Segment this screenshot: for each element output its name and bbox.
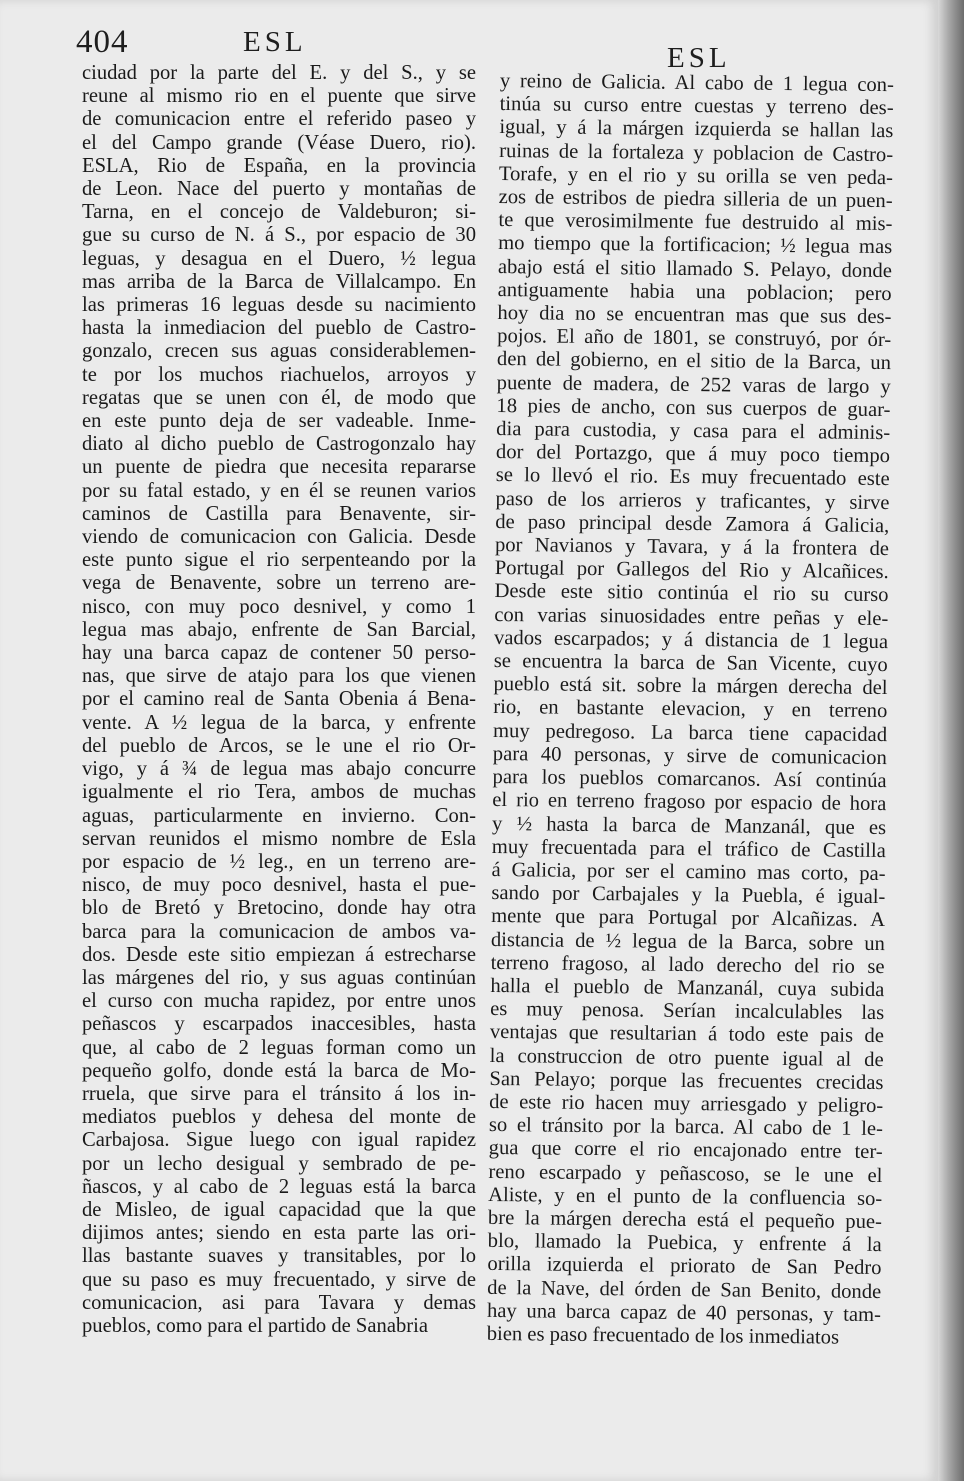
text-line: Desde este sitio continúa el rio su curso [494, 580, 889, 607]
text-line: pueblo está sit. sobre la márgen derecha del [493, 673, 888, 700]
right-text-column [487, 70, 894, 1350]
text-line: puente de madera, de 252 varas de largo y [496, 371, 891, 398]
text-line: igualmente el rio Tera, ambos de muchas [82, 781, 476, 804]
text-line: Portugal por Gallegos del Rio y Alcañices. [494, 557, 889, 584]
text-line: abajo está el sitio llamado S. Pelayo, donde [497, 255, 893, 282]
page-edge [938, 0, 964, 1481]
text-line: Aliste, y en el punto de la confluencia so- [488, 1183, 883, 1210]
text-line: las márgenes del rio, y sus aguas continúan [82, 966, 476, 989]
text-line: vega de Benavente, sobre un terreno are- [82, 572, 476, 595]
text-line: bre la márgen derecha está el pequeño pue- [487, 1206, 883, 1234]
text-line: es muy penosa. Serían incalculables las [490, 998, 885, 1025]
text-line: diato al dicho pueblo de Castrogonzalo hay [82, 433, 476, 456]
text-line: reune al mismo rio en el puente que sirve [82, 85, 476, 108]
text-line: leguas, y desagua en el Duero, ½ legua [82, 247, 476, 270]
text-line: ñascos, y al cabo de 2 leguas está la barca [82, 1175, 476, 1198]
text-line: por el camino real de Santa Obenia á Bena- [82, 688, 476, 711]
text-line: distancia de ½ legua de la Barca, sobre un [490, 928, 885, 955]
text-line: hoy dia no se encuentran mas que sus des- [497, 302, 892, 329]
text-line: paso de los arrieros y traficantes, y sirve [495, 487, 890, 514]
text-line: el rio en terreno fragoso por espacio de hora [492, 789, 887, 816]
text-line: y ½ hasta la barca de Manzanál, que es [491, 812, 887, 839]
text-line: vente. A ½ legua de la barca, y enfrente [82, 711, 476, 734]
running-head-left: ESL [243, 26, 307, 58]
text-line: muy frecuentada para el tráfico de Castilla [491, 835, 886, 862]
text-line: las primeras 16 leguas desde su nacimiento [82, 294, 476, 317]
text-line: den del gobierno, en el sitio de la Barca, un [496, 348, 892, 375]
text-line: 18 pies de ancho, con sus cuerpos de guar- [496, 394, 891, 421]
text-line: peñascos y escarpados inaccesibles, hasta [82, 1013, 476, 1036]
text-line: con varias sinuosidades entre peñas y ele- [494, 603, 889, 630]
text-line: nisco, de muy poco desnivel, hasta el pue- [82, 874, 476, 897]
text-line: ESLA, Rio de España, en la provincia [82, 154, 476, 177]
text-line: antiguamente habia una poblacion; pero [497, 278, 892, 305]
text-line: blo de Bretó y Bretocino, donde hay otra [82, 897, 476, 920]
text-line: hasta la inmediacion del pueblo de Castro- [82, 317, 476, 340]
text-line: de paso principal desde Zamora á Galicia, [495, 510, 890, 537]
text-line: pequeño golfo, donde está la barca de Mo- [82, 1059, 476, 1082]
text-line: gue su curso de N. á S., por espacio de 30 [82, 224, 476, 247]
text-line: por su fatal estado, y en él se reunen varios [82, 479, 476, 502]
text-line: blo, llamado la Puebica, y enfrente á la [487, 1230, 882, 1257]
text-line: nas, que sirve de atajo para los que vienen [82, 665, 476, 688]
text-line: muy pedregoso. La barca tiene capacidad [492, 719, 888, 746]
text-line: Carbajosa. Sigue luego con igual rapidez [82, 1129, 476, 1152]
text-line: regatas que se unen con él, de modo que [82, 386, 476, 409]
text-line: mente que para Portugal por Alcañizas. A [491, 905, 886, 932]
text-line: Torafe, y en el rio y su orilla se ven peda- [498, 162, 894, 189]
text-line: viendo de comunicacion con Galicia. Desde [82, 526, 476, 549]
text-line: Tarna, en el concejo de Valdeburon; si- [82, 201, 476, 224]
text-line: bien es paso frecuentado de los inmediatos [486, 1322, 840, 1349]
text-line: ciudad por la parte del E. y del S., y se [82, 62, 476, 84]
text-line: hay una barca capaz de contener 50 perso- [82, 642, 476, 665]
text-line: so el tránsito por la barca. Al cabo de 1 le- [488, 1114, 884, 1141]
text-line: rio, en bastante elevacion, y en terreno [493, 696, 888, 723]
text-line: pueblos, como para el partido de Sanabria [82, 1314, 428, 1337]
text-line: caminos de Castilla para Benavente, sir- [82, 502, 476, 525]
text-line: mas arriba de la Barca de Villalcampo. En [82, 270, 476, 293]
text-line: nisco, con muy poco desnivel, y como 1 [82, 595, 476, 618]
text-line: á Galicia, por ser el camino mas corto, pa- [491, 858, 886, 885]
text-line: te que verosimilmente fue destruido al mis- [498, 209, 893, 236]
text-line: por Navianos y Tavara, y á la frontera de [494, 534, 890, 561]
text-line: aguas, particularmente en invierno. Con- [82, 804, 476, 827]
text-line: y reino de Galicia. Al cabo de 1 legua con- [499, 70, 894, 97]
text-line: pojos. El año de 1801, se construyó, por ór- [497, 325, 892, 352]
text-line: en este punto deja de ser vadeable. Inme- [82, 410, 476, 433]
text-line: de este rio hacen muy arriesgado y peligro- [489, 1090, 884, 1118]
text-line: rruela, que sirve para el tránsito á los in- [82, 1082, 476, 1105]
text-line: dor del Portazgo, que á muy poco tiempo [495, 441, 891, 468]
text-line: el curso con mucha rapidez, por entre unos [82, 990, 476, 1013]
text-line: terreno fragoso, al lado derecho del rio se [490, 951, 885, 978]
text-line: el del Campo grande (Véase Duero, rio). [82, 131, 476, 154]
text-line: de la Nave, del órden de San Benito, donde [487, 1276, 882, 1303]
text-line: mediatos pueblos y dehesa del monte de [82, 1106, 476, 1129]
page-number: 404 [76, 24, 129, 60]
text-line: reno escarpado y peñascoso, se le une el [488, 1160, 883, 1187]
text-line: ventajas que resultarian á todo este pais de [489, 1021, 885, 1048]
text-line: te por los muchos riachuelos, arroyos y [82, 363, 476, 386]
text-line: se lo llevó el rio. Es muy frecuentado este [495, 464, 890, 491]
text-line: la construccion de otro puente igual al de [489, 1044, 884, 1071]
text-line: barca para la comunicacion de ambos va- [82, 920, 476, 943]
text-line: dijimos antes; siendo en esta parte las ori- [82, 1222, 476, 1245]
text-line: halla el pueblo de Manzanál, cuya subida [490, 974, 885, 1001]
text-line: San Pelayo; porque las frecuentes crecidas [489, 1067, 884, 1094]
text-line: mo tiempo que la fortificacion; ½ legua mas [498, 232, 893, 259]
text-line: igual, y á la márgen izquierda se hallan las [499, 116, 894, 143]
text-line: de comunicacion entre el referido paseo y [82, 108, 476, 131]
text-line: de Misleo, de igual capacidad que la que [82, 1198, 476, 1221]
text-line: que su paso es muy frecuentado, y sirve de [82, 1268, 476, 1291]
text-line: dia para custodia, y casa para el adminis- [496, 418, 891, 445]
text-line: para los pueblos comarcanos. Así continúa [492, 766, 887, 793]
text-line: por un lecho desigual y sembrado de pe- [82, 1152, 476, 1175]
text-line: para 40 personas, y sirve de comunicacion [492, 742, 887, 769]
text-line: por espacio de ½ leg., en un terreno are- [82, 850, 476, 873]
text-line: se encuentra la barca de San Vicente, cuyo [493, 650, 888, 677]
text-line: sando por Carbajales y la Puebla, é igual- [491, 882, 886, 909]
text-line: zos de estribos de piedra silleria de un puen- [498, 186, 893, 213]
text-line: gonzalo, crecen sus aguas considerablemen- [82, 340, 476, 363]
text-line: que, al cabo de 2 leguas forman como un [82, 1036, 476, 1059]
running-head-right: ESL [667, 42, 731, 74]
text-line: orilla izquierda el priorato de San Pedro [487, 1253, 882, 1280]
text-line: del pueblo de Arcos, se le une el rio Or- [82, 734, 476, 757]
text-line: gua que corre el rio encajonado entre ter- [488, 1137, 883, 1164]
text-line: comunicacion, asi para Tavara y demas [82, 1291, 476, 1314]
text-line: ruinas de la fortaleza y poblacion de Castro- [499, 139, 894, 166]
text-line: de Leon. Nace del puerto y montañas de [82, 178, 476, 201]
text-line: vigo, y á ¾ de legua mas abajo concurre [82, 758, 476, 781]
text-line: llas bastante suaves y transitables, por lo [82, 1245, 476, 1268]
text-line: vados escarpados; y á distancia de 1 legua [493, 626, 889, 653]
text-line: tinúa su curso entre cuestas y terreno des- [499, 93, 894, 120]
text-line: dos. Desde este sitio empiezan á estrecharse [82, 943, 476, 966]
text-line: un puente de piedra que necesita repararse [82, 456, 476, 479]
text-line: servan reunidos el mismo nombre de Esla [82, 827, 476, 850]
left-text-column [82, 62, 476, 1338]
text-line: legua mas abajo, enfrente de San Barcial, [82, 618, 476, 641]
text-line: hay una barca capaz de 40 personas, y tam- [486, 1299, 882, 1326]
text-line: este punto sigue el rio serpenteando por la [82, 549, 476, 572]
